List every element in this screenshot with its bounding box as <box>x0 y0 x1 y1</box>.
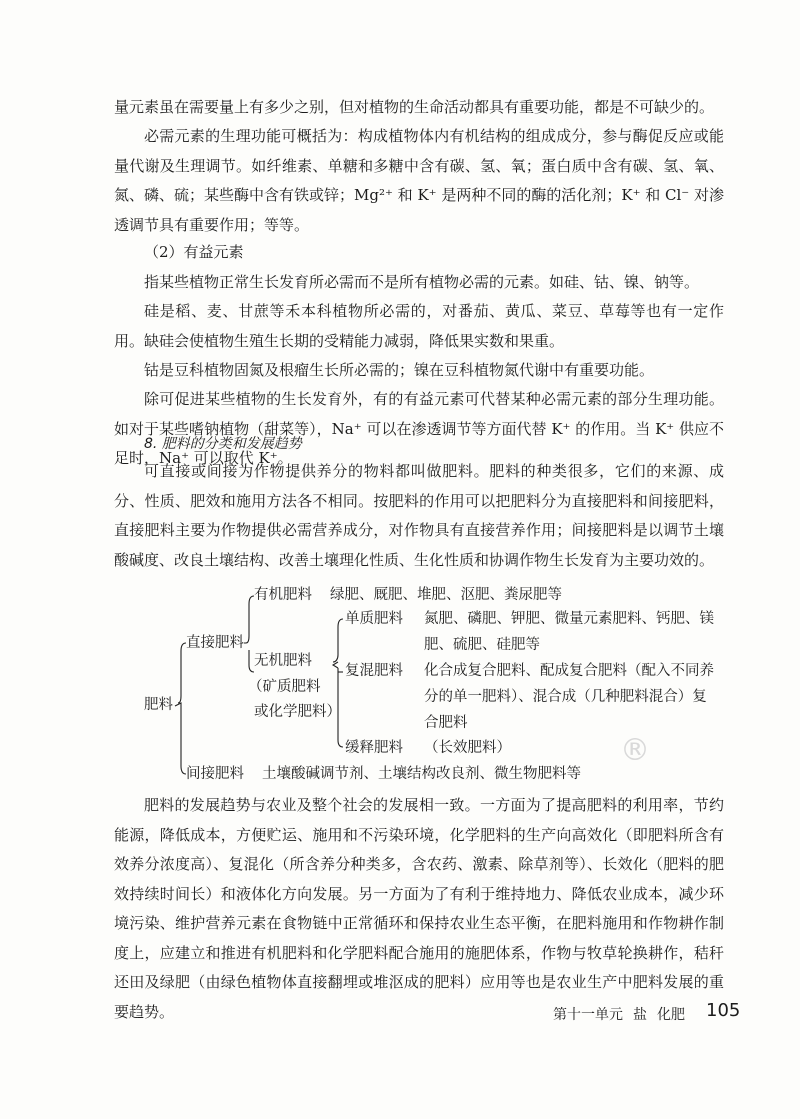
tree-inorganic-1: 无机肥料 <box>254 653 312 669</box>
paragraph-silicon: 硅是稻、麦、甘蔗等禾本科植物所必需的，对番茄、黄瓜、菜豆、草莓等也有一定作用。缺硅会使植物生殖生长期的受精能力减弱，降低果实数和果重。 <box>114 302 724 350</box>
tree-indirect-desc: 土壤酸碱调节剂、土壤结构改良剂、微生物肥料等 <box>262 766 581 782</box>
heading-beneficial-elements: （2）有益元素 <box>144 243 244 261</box>
tree-slow-desc: （长效肥料） <box>424 740 511 756</box>
tree-compound-desc: 化合成复合肥料、配成复合肥料（配入不同养分的单一肥料）、混合成（几种肥料混合）复合肥料 <box>424 663 714 731</box>
paragraph-fertilizer-definition: 可直接或间接为作物提供养分的物料都叫做肥料。肥料的种类很多，它们的来源、成分、性质、肥效和施用方法各不相同。按肥料的作用可以把肥料分为直接肥料和间接肥料，直接肥料主要为作物提供必需营养成分，对作物具有直接营养作用；间接肥料是以调节土壤酸碱度、改良土壤结构、改善土壤理化性质、生化性质和协调作物生长发育为主要功效的。 <box>114 462 724 569</box>
paragraph-essential-functions: 必需元素的生理功能可概括为：构成植物体内有机结构的组成成分，参与酶促反应或能量代谢及生理调节。如纤维素、单糖和多糖中含有碳、氢、氧；蛋白质中含有碳、氢、氧、氮、磷、硫；某些酶中含有铁或锌；Mg²⁺ 和 K⁺ 是两种不同的酶的活化剂；K⁺ 和 Cl⁻ 对渗透调节具有重要作用；等等。 <box>114 127 724 234</box>
tree-inorganic-2: （矿质肥料 <box>248 679 321 695</box>
footer-title-fertilizer: 化肥 <box>657 1007 685 1023</box>
tree-compound: 复混肥料 <box>345 663 403 679</box>
paragraph-development-trend: 肥料的发展趋势与农业及整个社会的发展相一致。一方面为了提高肥料的利用率，节约能源，降低成本，方便贮运、施用和不污染环境，化学肥料的生产向高效化（即肥料所含有效养分浓度高）、复混化（所含养分种类多，含农药、激素、除草剂等）、长效化（肥料的肥效持续时间长）和液体化方向发展。另一方面为了有利于维持地力、降低农业成本，减少环境污染、维护营养元素在食物链中正常循环和保持农业生态平衡，在肥料施用和作物耕作制度上，应建立和推进有机肥料和化学肥料配合施用的施肥体系，作物与牧草轮换耕作，秸秆还田及绿肥（由绿色植物体直接翻埋或堆沤成的肥料）应用等也是农业生产中肥料发展的重要趋势。 <box>114 796 724 1021</box>
tree-organic-desc: 绿肥、厩肥、堆肥、沤肥、粪尿肥等 <box>330 587 562 603</box>
paragraph-sodium: 除可促进某些植物的生长发育外，有的有益元素可代替某种必需元素的部分生理功能。如对于某些嗜钠植物（甜菜等），Na⁺ 可以在渗透调节等方面代替 K⁺ 的作用。当 K⁺ 供应不足时，Na⁺ 可以取代 K⁺。 <box>114 390 724 467</box>
paragraph-cobalt-nickel: 钴是豆科植物固氮及根瘤生长所必需的；镍在豆科植物氮代谢中有重要功能。 <box>144 361 655 379</box>
footer-title-salt: 盐 <box>633 1007 647 1023</box>
paragraph-trace-elements: 量元素虽在需要量上有多少之别，但对植物的生命活动都具有重要功能，都是不可缺少的。 <box>114 98 715 116</box>
page-number: 105 <box>706 1000 741 1021</box>
tree-direct: 直接肥料 <box>186 635 244 651</box>
tree-single: 单质肥料 <box>345 611 403 627</box>
footer-unit: 第十一单元 <box>553 1007 623 1023</box>
heading-fertilizer-classification: 8. 肥料的分类和发展趋势 <box>144 436 302 452</box>
tree-root: 肥料 <box>144 697 173 713</box>
tree-single-desc: 氮肥、磷肥、钾肥、微量元素肥料、钙肥、镁肥、硫肥、硅肥等 <box>424 611 714 653</box>
tree-slow: 缓释肥料 <box>345 740 403 756</box>
tree-indirect: 间接肥料 <box>186 766 244 782</box>
paragraph-beneficial-definition: 指某些植物正常生长发育所必需而不是所有植物必需的元素。如硅、钴、镍、钠等。 <box>144 273 700 291</box>
tree-organic: 有机肥料 <box>254 587 312 603</box>
watermark: ® <box>620 733 650 768</box>
tree-inorganic-3: 或化学肥料） <box>254 704 341 720</box>
